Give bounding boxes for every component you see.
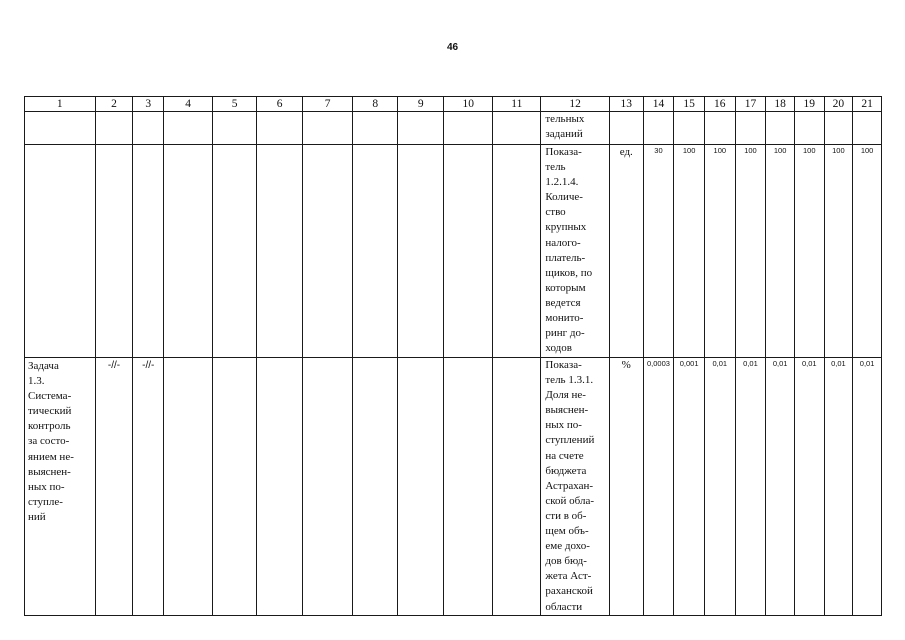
column-header: 18 — [766, 97, 795, 112]
column-header: 10 — [444, 97, 493, 112]
empty-cell — [303, 112, 353, 145]
empty-cell — [398, 112, 444, 145]
value-cell: 100 — [824, 145, 853, 358]
column-header: 6 — [257, 97, 303, 112]
value-cell: 100 — [674, 145, 705, 358]
value-cell: 100 — [853, 145, 882, 358]
value-cell: 0,01 — [853, 358, 882, 616]
empty-cell — [164, 145, 213, 358]
col2-cell — [95, 145, 133, 358]
column-header: 19 — [794, 97, 824, 112]
column-header: 9 — [398, 97, 444, 112]
col3-cell — [133, 145, 164, 358]
empty-cell — [444, 358, 493, 616]
empty-cell — [493, 112, 541, 145]
column-header: 13 — [609, 97, 643, 112]
value-cell: 30 — [643, 145, 674, 358]
value-cell — [735, 112, 766, 145]
empty-cell — [353, 145, 398, 358]
column-header: 14 — [643, 97, 674, 112]
col3-cell: -//- — [133, 358, 164, 616]
empty-cell — [213, 112, 257, 145]
col3-cell — [133, 112, 164, 145]
column-header: 2 — [95, 97, 133, 112]
unit-cell: ед. — [609, 145, 643, 358]
value-cell: 100 — [766, 145, 795, 358]
unit-cell: % — [609, 358, 643, 616]
empty-cell — [257, 358, 303, 616]
table-row — [25, 358, 882, 616]
empty-cell — [444, 112, 493, 145]
column-header: 8 — [353, 97, 398, 112]
value-cell — [766, 112, 795, 145]
page-number: 46 — [446, 42, 459, 53]
column-header: 1 — [25, 97, 96, 112]
value-cell — [853, 112, 882, 145]
empty-cell — [353, 112, 398, 145]
value-cell: 0,01 — [735, 358, 766, 616]
column-header: 7 — [303, 97, 353, 112]
value-cell — [643, 112, 674, 145]
column-header: 15 — [674, 97, 705, 112]
value-cell — [674, 112, 705, 145]
empty-cell — [213, 358, 257, 616]
value-cell — [704, 112, 735, 145]
empty-cell — [257, 112, 303, 145]
task-cell: Задача 1.3. Система- тический контроль за состо- янием не- выяснен- ных по- ступле- ний — [25, 358, 96, 616]
column-header: 16 — [704, 97, 735, 112]
indicator-cell: Показа- тель 1.2.1.4. Количе- ство крупных налого- платель- щиков, по которым ведется монито- ринг до- ходов — [541, 145, 610, 358]
unit-cell — [609, 112, 643, 145]
value-cell — [794, 112, 824, 145]
value-cell: 100 — [704, 145, 735, 358]
col2-cell — [95, 112, 133, 145]
value-cell: 0,01 — [794, 358, 824, 616]
empty-cell — [444, 145, 493, 358]
table-row — [25, 112, 882, 145]
value-cell — [824, 112, 853, 145]
column-header: 20 — [824, 97, 853, 112]
value-cell: 0,0003 — [643, 358, 674, 616]
indicators-table — [24, 96, 882, 616]
empty-cell — [398, 145, 444, 358]
empty-cell — [164, 358, 213, 616]
column-header: 12 — [541, 97, 610, 112]
value-cell: 100 — [735, 145, 766, 358]
task-cell — [25, 145, 96, 358]
empty-cell — [353, 358, 398, 616]
indicator-cell: тельных заданий — [541, 112, 610, 145]
column-header: 4 — [164, 97, 213, 112]
empty-cell — [493, 358, 541, 616]
column-header: 5 — [213, 97, 257, 112]
column-header: 17 — [735, 97, 766, 112]
column-header: 3 — [133, 97, 164, 112]
value-cell: 0,01 — [704, 358, 735, 616]
table-row — [25, 145, 882, 358]
empty-cell — [398, 358, 444, 616]
indicator-cell: Показа- тель 1.3.1. Доля не- выяснен- ных по- ступлений на счете бюджета Астрахан- ской обла- сти в об- щем объ- еме дохо- дов бюд- жета Аст- раханской области — [541, 358, 610, 616]
col2-cell: -//- — [95, 358, 133, 616]
empty-cell — [257, 145, 303, 358]
value-cell: 0,001 — [674, 358, 705, 616]
task-cell — [25, 112, 96, 145]
value-cell: 0,01 — [824, 358, 853, 616]
column-header: 21 — [853, 97, 882, 112]
empty-cell — [213, 145, 257, 358]
value-cell: 100 — [794, 145, 824, 358]
empty-cell — [493, 145, 541, 358]
value-cell: 0,01 — [766, 358, 795, 616]
empty-cell — [303, 358, 353, 616]
column-header: 11 — [493, 97, 541, 112]
empty-cell — [164, 112, 213, 145]
empty-cell — [303, 145, 353, 358]
column-number-row — [25, 97, 882, 112]
